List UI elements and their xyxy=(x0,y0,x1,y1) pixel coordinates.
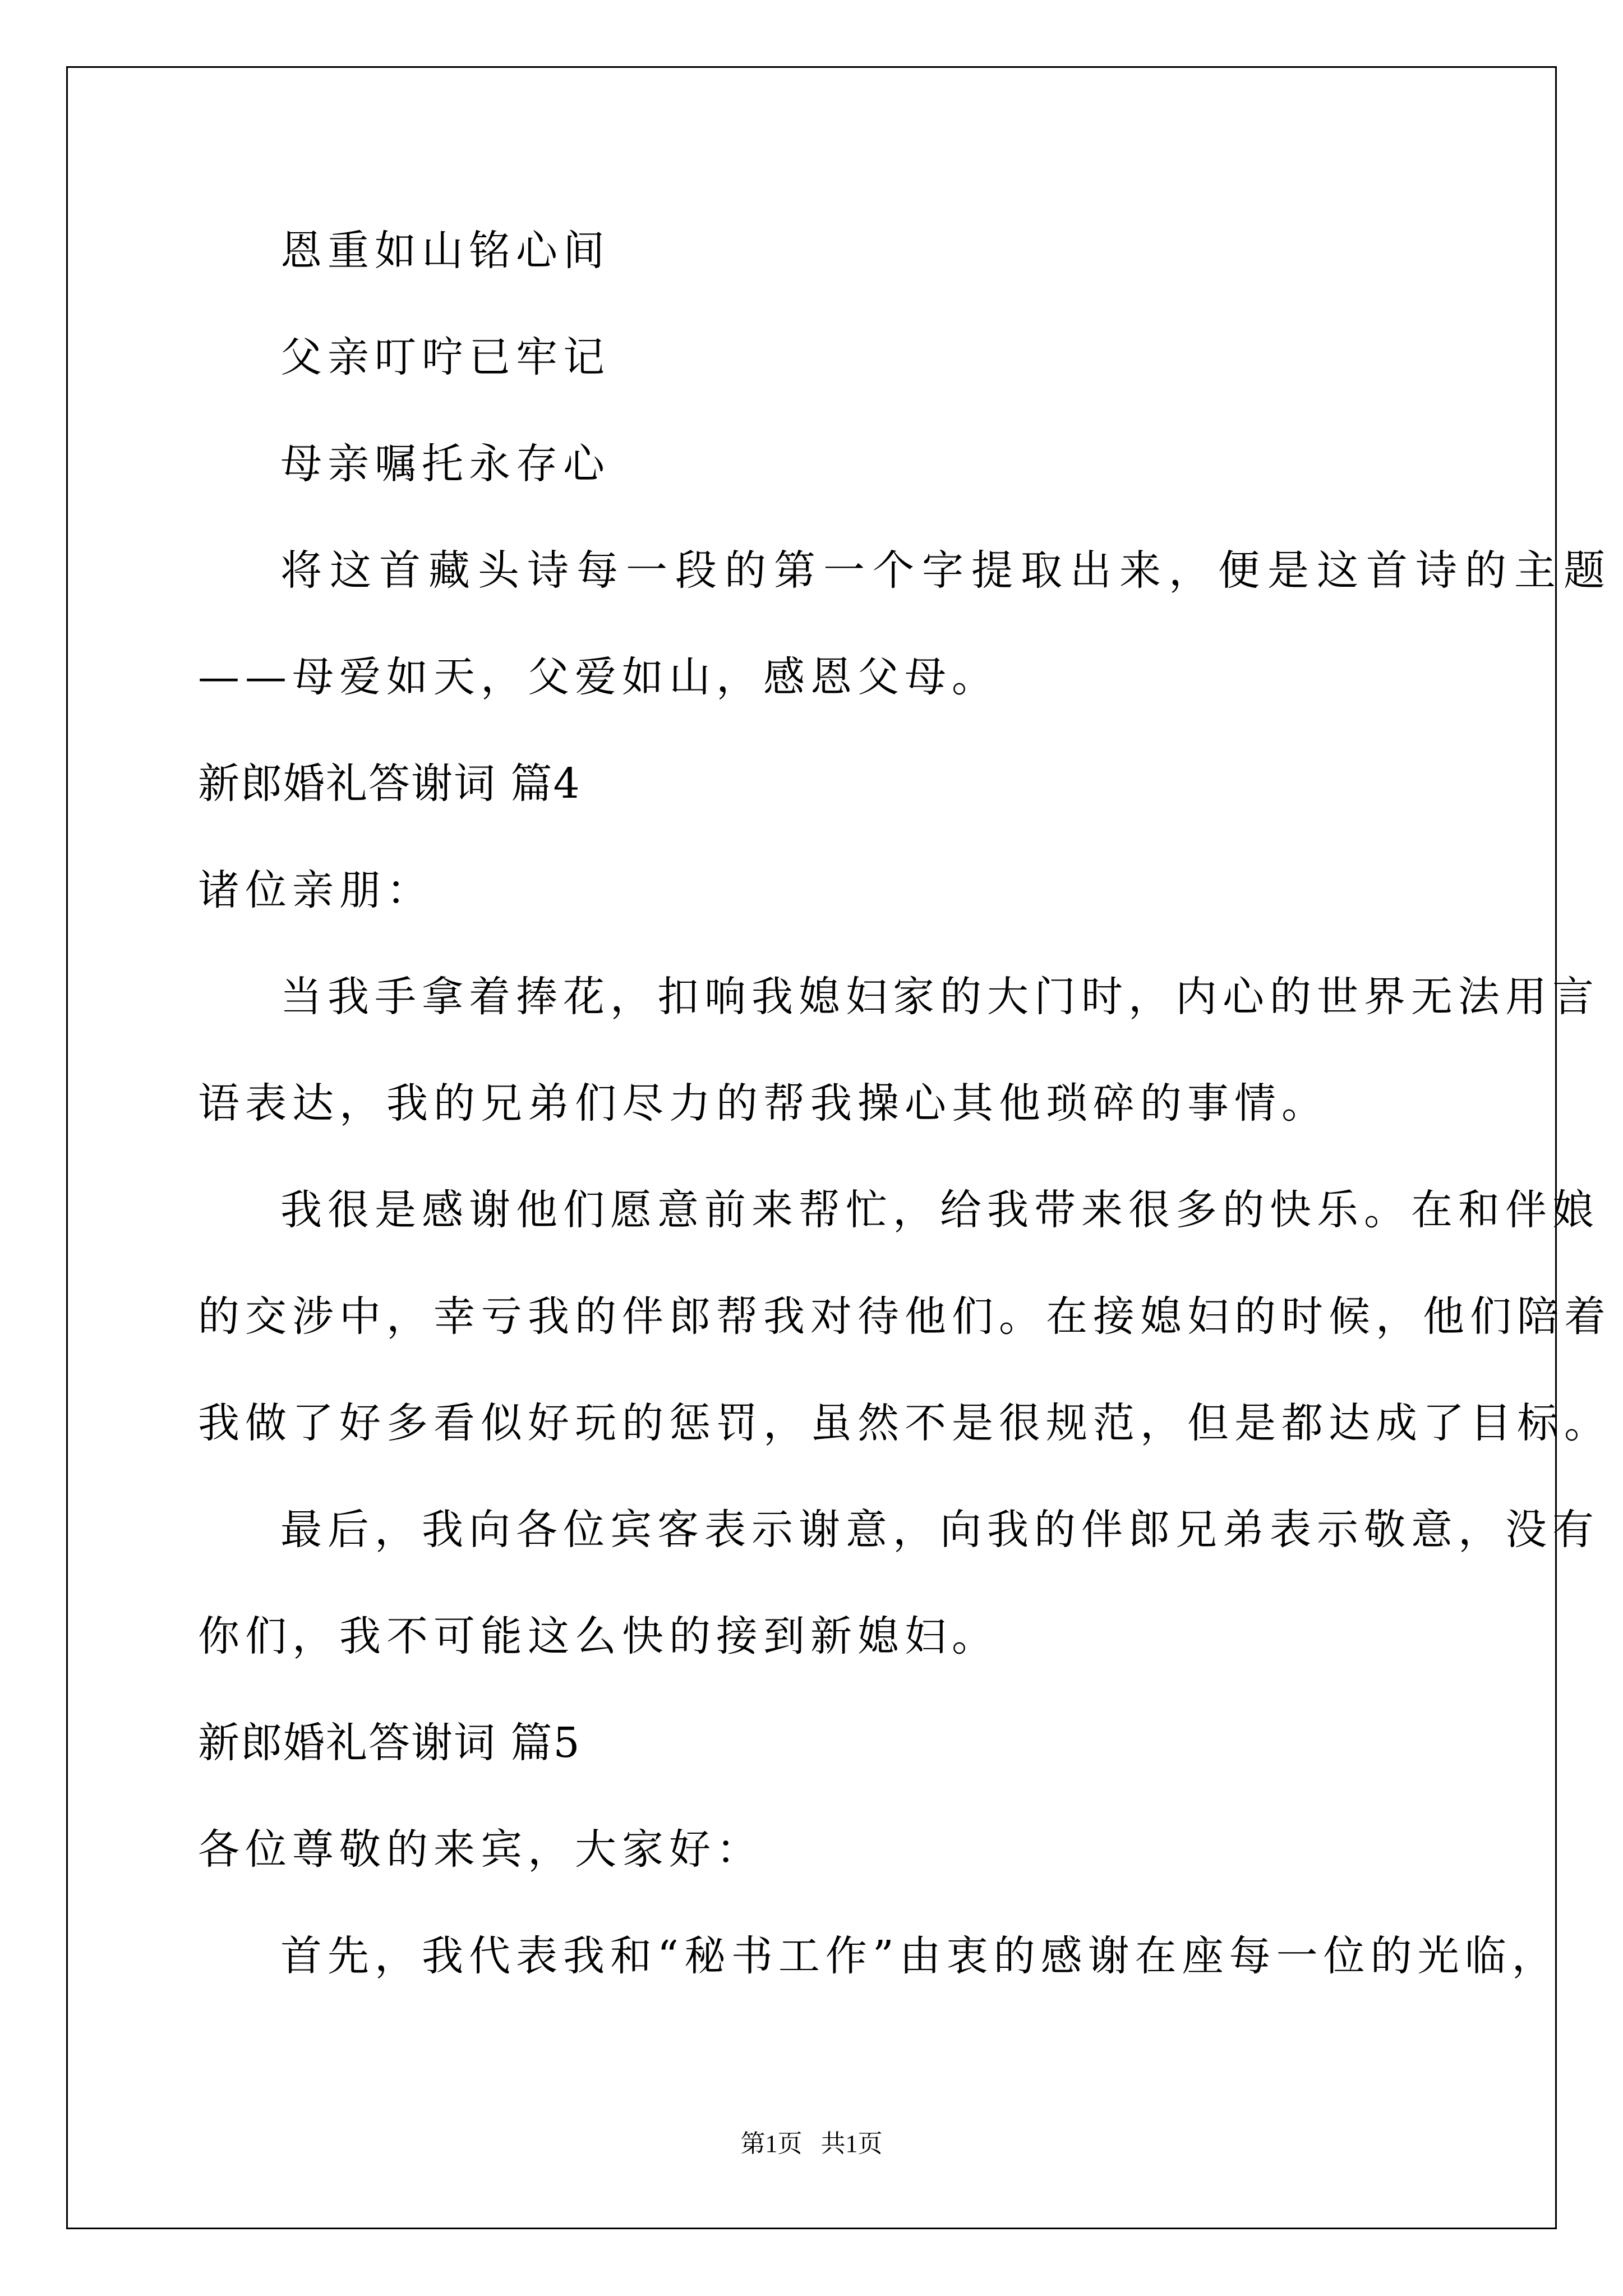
paragraph-line: 当我手拿着捧花，扣响我媳妇家的大门时，内心的世界无法用言 xyxy=(280,973,1599,1021)
paragraph-line: 将这首藏头诗每一段的第一个字提取出来，便是这首诗的主题 xyxy=(280,546,1613,595)
paragraph-line: 我做了好多看似好玩的惩罚，虽然不是很规范，但是都达成了目标。 xyxy=(198,1399,1611,1447)
section-heading-5: 新郎婚礼答谢词 篇5 xyxy=(198,1719,581,1767)
paragraph-line: 首先，我代表我和“秘书工作”由衷的感谢在座每一位的光临， xyxy=(280,1932,1559,1980)
salutation: 各位尊敬的来宾，大家好： xyxy=(198,1825,763,1874)
poem-line-3: 母亲嘱托永存心 xyxy=(280,440,610,488)
poem-line-2: 父亲叮咛已牢记 xyxy=(280,333,610,381)
section-heading-4: 新郎婚礼答谢词 篇4 xyxy=(198,760,581,808)
paragraph-line: ——母爱如天，父爱如山，感恩父母。 xyxy=(198,653,999,701)
paragraph-line: 语表达，我的兄弟们尽力的帮我操心其他琐碎的事情。 xyxy=(198,1079,1329,1128)
paragraph-line: 的交涉中，幸亏我的伴郎帮我对待他们。在接媳妇的时候，他们陪着 xyxy=(198,1292,1611,1341)
poem-line-1: 恩重如山铭心间 xyxy=(280,227,610,275)
page-footer: 第1页 共1页 xyxy=(740,2130,883,2157)
page-border xyxy=(66,66,1557,2229)
paragraph-line: 最后，我向各位宾客表示谢意，向我的伴郎兄弟表示敬意，没有 xyxy=(280,1506,1599,1554)
salutation: 诸位亲朋： xyxy=(198,866,434,914)
paragraph-line: 我很是感谢他们愿意前来帮忙，给我带来很多的快乐。在和伴娘 xyxy=(280,1186,1599,1234)
paragraph-line: 你们，我不可能这么快的接到新媳妇。 xyxy=(198,1612,999,1660)
